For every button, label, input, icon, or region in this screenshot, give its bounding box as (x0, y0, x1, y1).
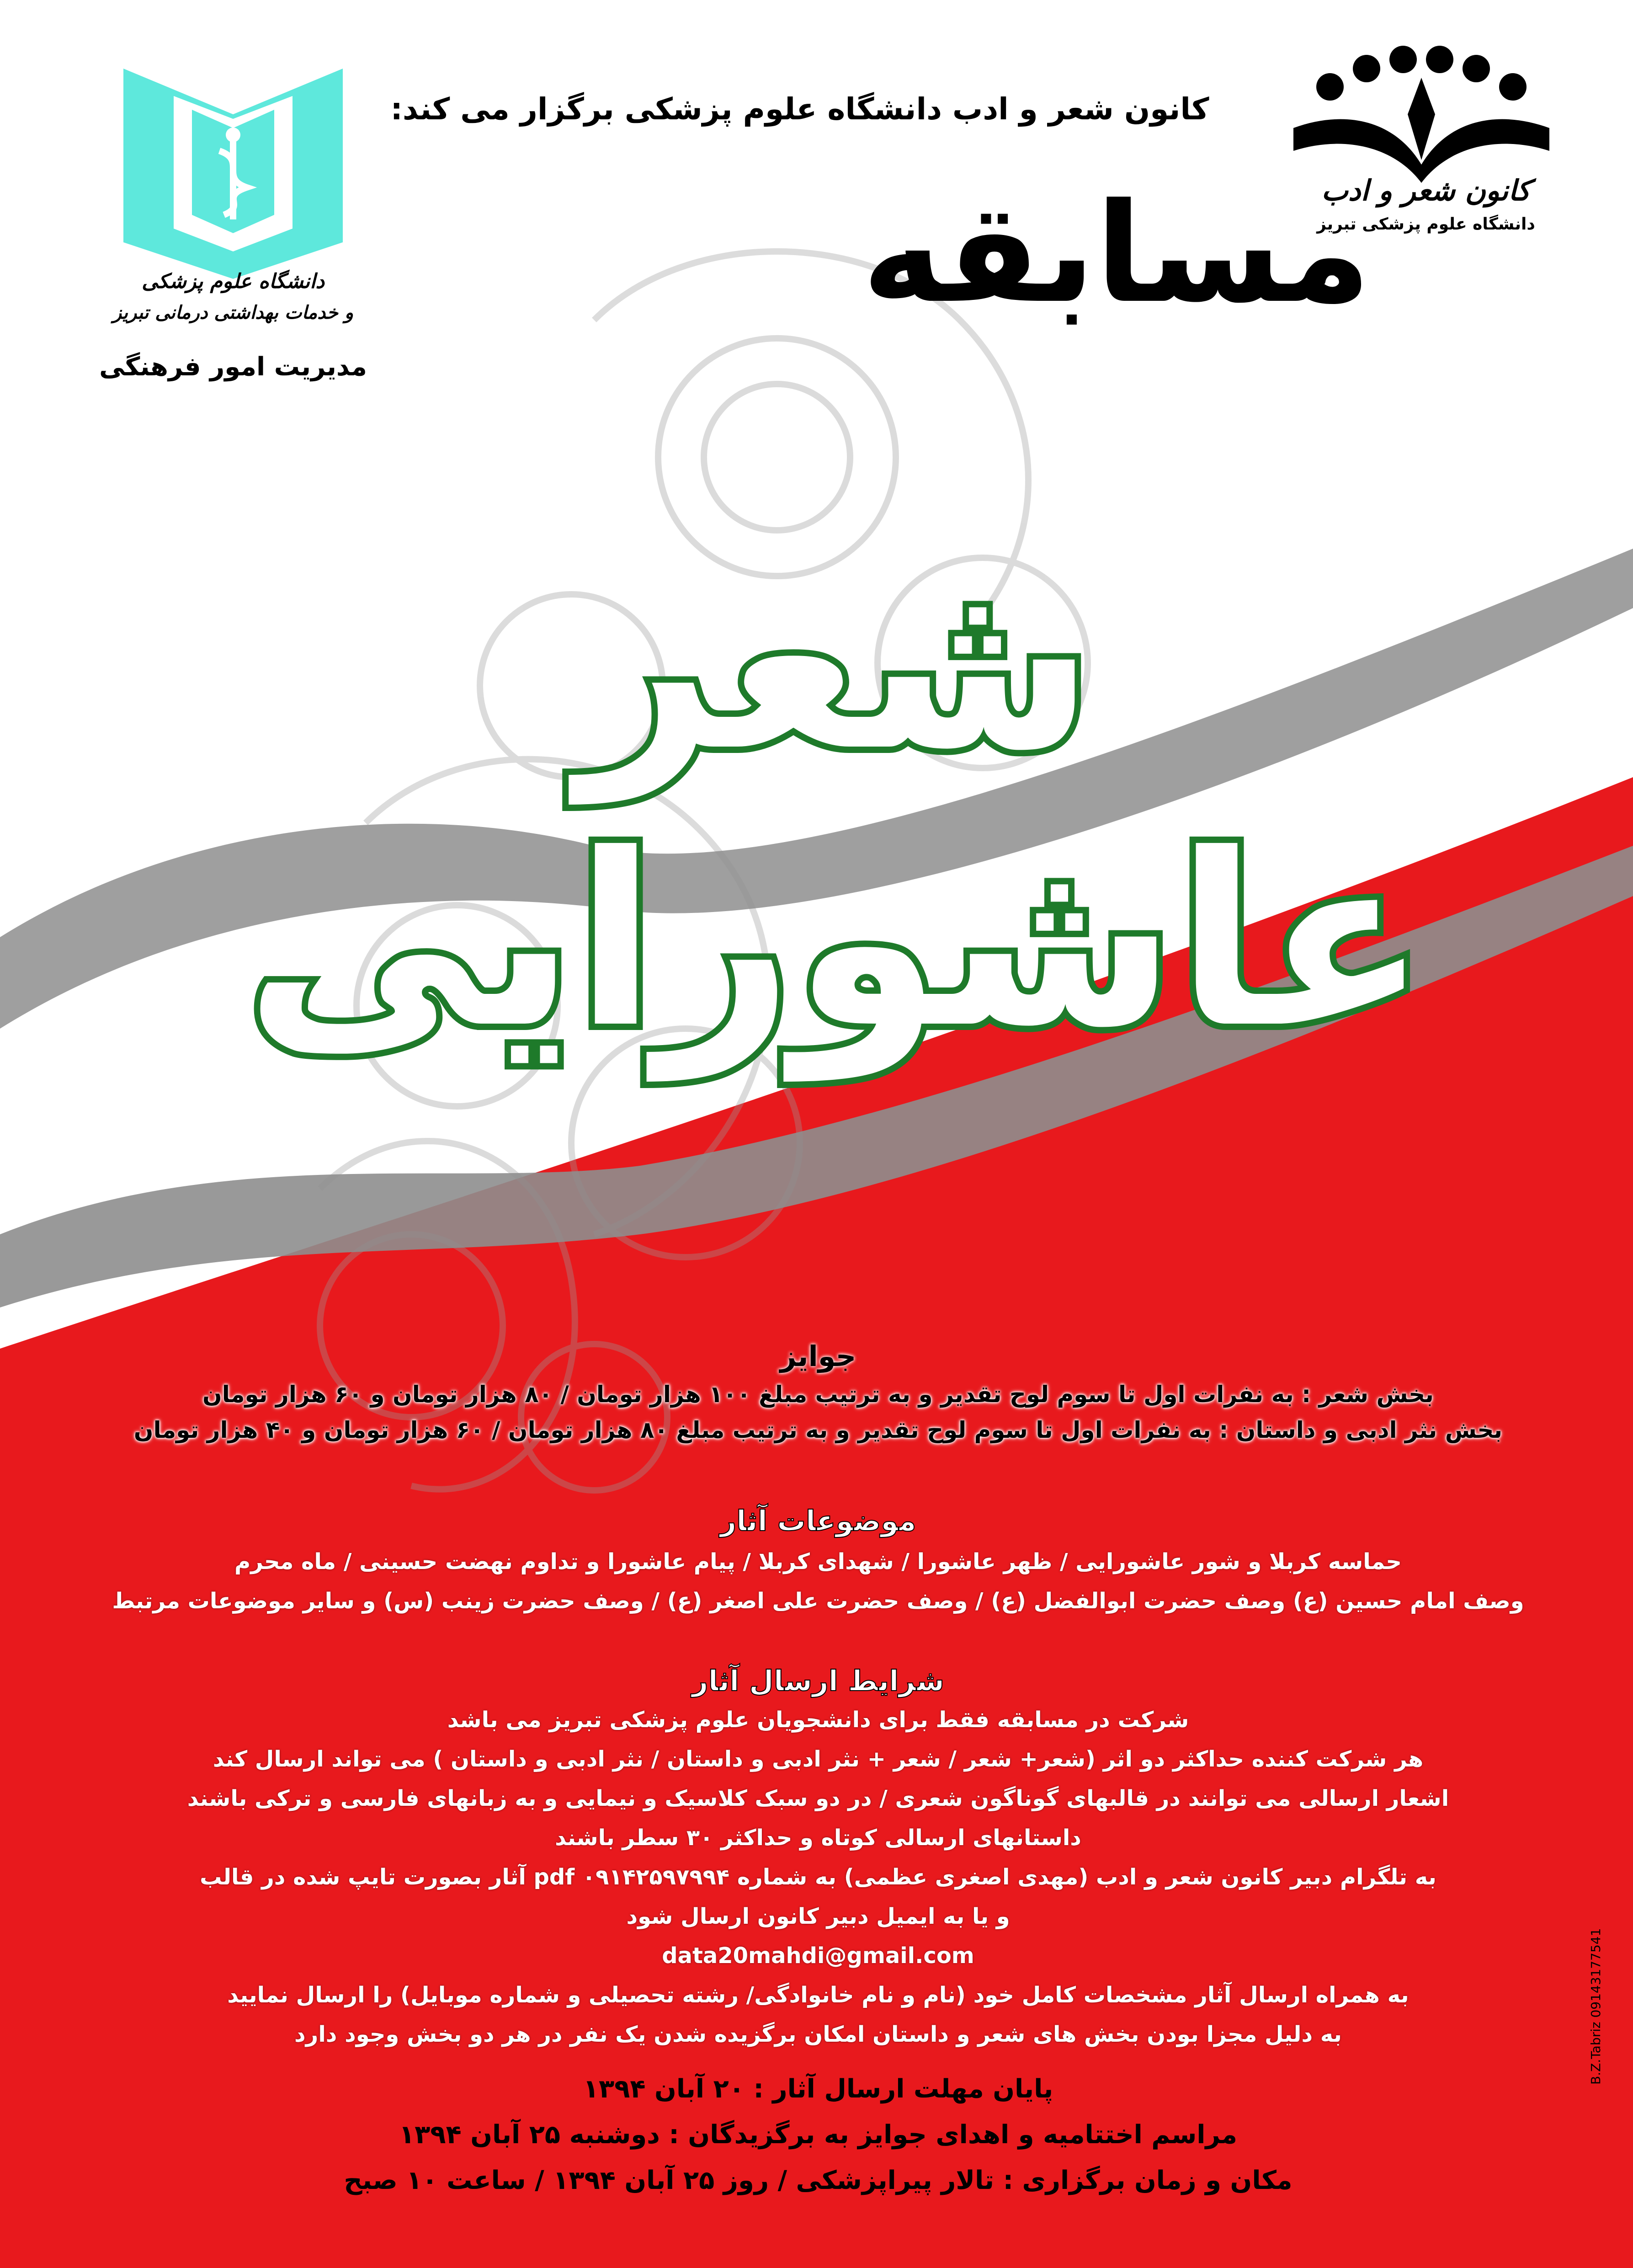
pen-nib-icon (1408, 78, 1435, 160)
topics-heading: موضوعات آثار (720, 1504, 916, 1537)
condition-line: اشعار ارسالی می توانند در قالبهای گوناگون شعری / در دو سبک کلاسیک و نیمایی و به زبانهای فارسی و ترکی باشند (187, 1786, 1449, 1811)
deadline-line: پایان مهلت ارسال آثار : ۲۰ آبان ۱۳۹۴ (583, 2074, 1053, 2104)
prizes-heading: جوایز (780, 1339, 856, 1373)
condition-line: به همراه ارسال آثار مشخصات کامل خود (نام و نام خانوادگی/ رشته تحصیلی و شماره موبایل) را ارسال نمایید (227, 1982, 1409, 2008)
schedule-section (41, 2066, 1595, 2204)
condition-line: هر شرکت کننده حداکثر دو اثر (شعر+ شعر / شعر + نثر ادبی و داستان / نثر ادبی و داستان ) می تواند ارسال کند (213, 1746, 1424, 1772)
ceremony-line: مراسم اختتامیه و اهدای جوایز به برگزیدگان : دوشنبه ۲۵ آبان ۱۳۹۴ (399, 2120, 1237, 2150)
conditions-section (41, 1664, 1595, 2054)
condition-line: به تلگرام دبیر کانون شعر و ادب (مهدی اصغری عظمی) به شماره ۰۹۱۴۲۵۹۷۹۹۴ pdf آثار بصورت تایپ شده در قالب (200, 1864, 1436, 1890)
logo-org-line1: دانشگاه علوم پزشکی (142, 270, 324, 293)
title-contest: مسابقه (862, 174, 1371, 333)
prize-poetry: بخش شعر : به نفرات اول تا سوم لوح تقدیر و به ترتیب مبلغ ۱۰۰ هزار تومان / ۸۰ هزار تومان و ۶۰ هزار تومان (202, 1381, 1434, 1408)
conditions-heading: شرایط ارسال آثار (691, 1664, 945, 1697)
topics-line-2: وصف امام حسین (ع) وصف حضرت ابوالفضل (ع) / وصف حضرت علی اصغر (ع) / وصف حضرت زینب (س) و سایر موضوعات مرتبط (112, 1588, 1524, 1614)
topics-section (41, 1504, 1595, 1621)
club-university: دانشگاه علوم پزشکی تبریز (1317, 215, 1535, 234)
condition-line: و یا به ایمیل دبیر کانون ارسال شود (626, 1904, 1010, 1929)
title-main: شعر عاشورایی (245, 526, 1428, 1080)
condition-line: داستانهای ارسالی کوتاه و حداکثر ۳۰ سطر باشند (555, 1825, 1081, 1851)
condition-line: به دلیل مجزا بودن بخش های شعر و داستان امکان برگزیده شدن یک نفر در هر دو بخش وجود دارد (294, 2022, 1342, 2047)
side-code: B.Z.Tabriz 09143177541 (1588, 1928, 1603, 2085)
prizes-section (41, 1339, 1595, 1443)
venue-line: مکان و زمان برگزاری : تالار پیراپزشکی / روز ۲۵ آبان ۱۳۹۴ / ساعت ۱۰ صبح (344, 2166, 1293, 2195)
organizer-line: کانون شعر و ادب دانشگاه علوم پزشکی برگزار می کند: (390, 91, 1209, 127)
email-link[interactable]: data20mahdi@gmail.com (662, 1943, 974, 1969)
department-label: مدیریت امور فرهنگی (99, 352, 367, 382)
club-name: کانون شعر و ادب (1321, 174, 1531, 207)
logo-org-line2: و خدمات بهداشتی درمانی تبریز (112, 302, 354, 323)
prize-prose: بخش نثر ادبی و داستان : به نفرات اول تا سوم لوح تقدیر و به ترتیب مبلغ ۸۰ هزار تومان / ۶۰ هزار تومان و ۴۰ هزار تومان (133, 1417, 1503, 1443)
condition-line: شرکت در مسابقه فقط برای دانشجویان علوم پزشکی تبریز می باشد (447, 1707, 1189, 1733)
topics-line-1: حماسه کربلا و شور عاشورایی / ظهر عاشورا / شهدای کربلا / پیام عاشورا و تداوم نهضت حسینی / ماه محرم (234, 1549, 1402, 1574)
